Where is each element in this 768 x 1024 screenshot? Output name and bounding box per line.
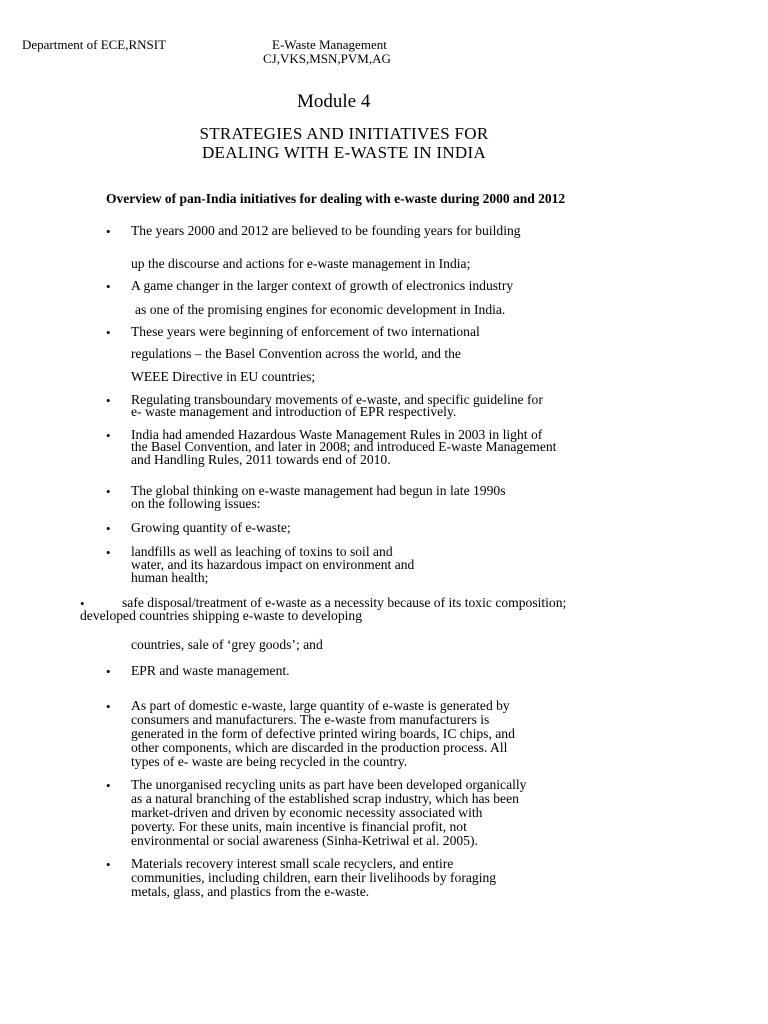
bullet-12-line-1: The unorganised recycling units as part have been developed organically <box>131 777 527 792</box>
bullet-5-line-2: the Basel Convention, and later in 2008; and introduced E-waste Management <box>131 439 557 454</box>
bullet-icon: • <box>106 545 111 560</box>
bullet-icon: • <box>106 393 111 408</box>
bullet-8-line-2: water, and its hazardous impact on environment and <box>131 557 415 572</box>
bullet-icon: • <box>80 596 85 611</box>
bullet-13-line-3: metals, glass, and plastics from the e-waste. <box>131 884 370 899</box>
bullet-13-line-1: Materials recovery interest small scale recyclers, and entire <box>131 856 454 871</box>
header-course: E-Waste Management <box>272 37 387 52</box>
bullet-12-line-4: poverty. For these units, main incentive is financial profit, not <box>131 819 467 834</box>
bullet-2-line-1: A game changer in the larger context of growth of electronics industry <box>131 278 514 293</box>
bullet-10-line-1: EPR and waste management. <box>131 663 290 678</box>
bullet-1-line-2: up the discourse and actions for e-waste management in India; <box>131 256 471 271</box>
bullet-13-line-2: communities, including children, earn their livelihoods by foraging <box>131 870 497 885</box>
bullet-6-line-1: The global thinking on e-waste management had begun in late 1990s <box>131 483 506 498</box>
bullet-3-line-1: These years were beginning of enforcement of two international <box>131 324 480 339</box>
header-department: Department of ECE,RNSIT <box>22 37 167 52</box>
bullet-9-line-2: developed countries shipping e-waste to developing <box>80 608 362 623</box>
bullet-icon: • <box>106 778 111 793</box>
bullet-icon: • <box>106 428 111 443</box>
bullet-icon: • <box>106 224 111 239</box>
bullet-8-line-3: human health; <box>131 570 209 585</box>
chapter-title-line-2: DEALING WITH E-WASTE IN INDIA <box>201 143 487 162</box>
bullet-4-line-2: e- waste management and introduction of EPR respectively. <box>131 404 457 419</box>
bullet-11-line-2: consumers and manufacturers. The e-waste from manufacturers is <box>131 712 490 727</box>
chapter-title-line-1: STRATEGIES AND INITIATIVES FOR <box>199 124 489 143</box>
section-subheading: Overview of pan-India initiatives for dealing with e-waste during 2000 and 2012 <box>106 191 566 206</box>
bullet-3-line-3: WEEE Directive in EU countries; <box>131 369 316 384</box>
bullet-icon: • <box>106 484 111 499</box>
header-authors: CJ,VKS,MSN,PVM,AG <box>263 51 391 66</box>
bullet-12-line-5: environmental or social awareness (Sinha-Ketriwal et al. 2005). <box>131 833 478 848</box>
bullet-4-line-1: Regulating transboundary movements of e-waste, and specific guideline for <box>131 392 543 407</box>
bullet-11-line-1: As part of domestic e-waste, large quantity of e-waste is generated by <box>131 698 510 713</box>
bullet-2-line-2: as one of the promising engines for economic development in India. <box>135 302 506 317</box>
bullet-9-line-3: countries, sale of ‘grey goods’; and <box>131 637 323 652</box>
bullet-8-line-1: landfills as well as leaching of toxins to soil and <box>131 544 393 559</box>
bullet-11-line-5: types of e- waste are being recycled in the country. <box>131 754 408 769</box>
bullet-5-line-3: and Handling Rules, 2011 towards end of 2010. <box>131 452 391 467</box>
bullet-12-line-2: as a natural branching of the established scrap industry, which has been <box>131 791 519 806</box>
bullet-icon: • <box>106 857 111 872</box>
bullet-icon: • <box>106 521 111 536</box>
bullet-12-line-3: market-driven and driven by economic necessity associated with <box>131 805 483 820</box>
bullet-5-line-1: India had amended Hazardous Waste Management Rules in 2003 in light of <box>131 427 543 442</box>
bullet-icon: • <box>106 325 111 340</box>
bullet-1-line-1: The years 2000 and 2012 are believed to be founding years for building <box>131 223 521 238</box>
bullet-3-line-2: regulations – the Basel Convention across the world, and the <box>131 346 461 361</box>
module-title: Module 4 <box>297 91 371 112</box>
bullet-icon: • <box>106 664 111 679</box>
bullet-11-line-4: other components, which are discarded in the production process. All <box>131 740 508 755</box>
bullet-9-line-1: safe disposal/treatment of e-waste as a necessity because of its toxic composition; <box>122 595 567 610</box>
bullet-icon: • <box>106 279 111 294</box>
bullet-7-line-1: Growing quantity of e-waste; <box>131 520 291 535</box>
bullet-11-line-3: generated in the form of defective printed wiring boards, IC chips, and <box>131 726 515 741</box>
bullet-icon: • <box>106 699 111 714</box>
bullet-6-line-2: on the following issues: <box>131 496 261 511</box>
